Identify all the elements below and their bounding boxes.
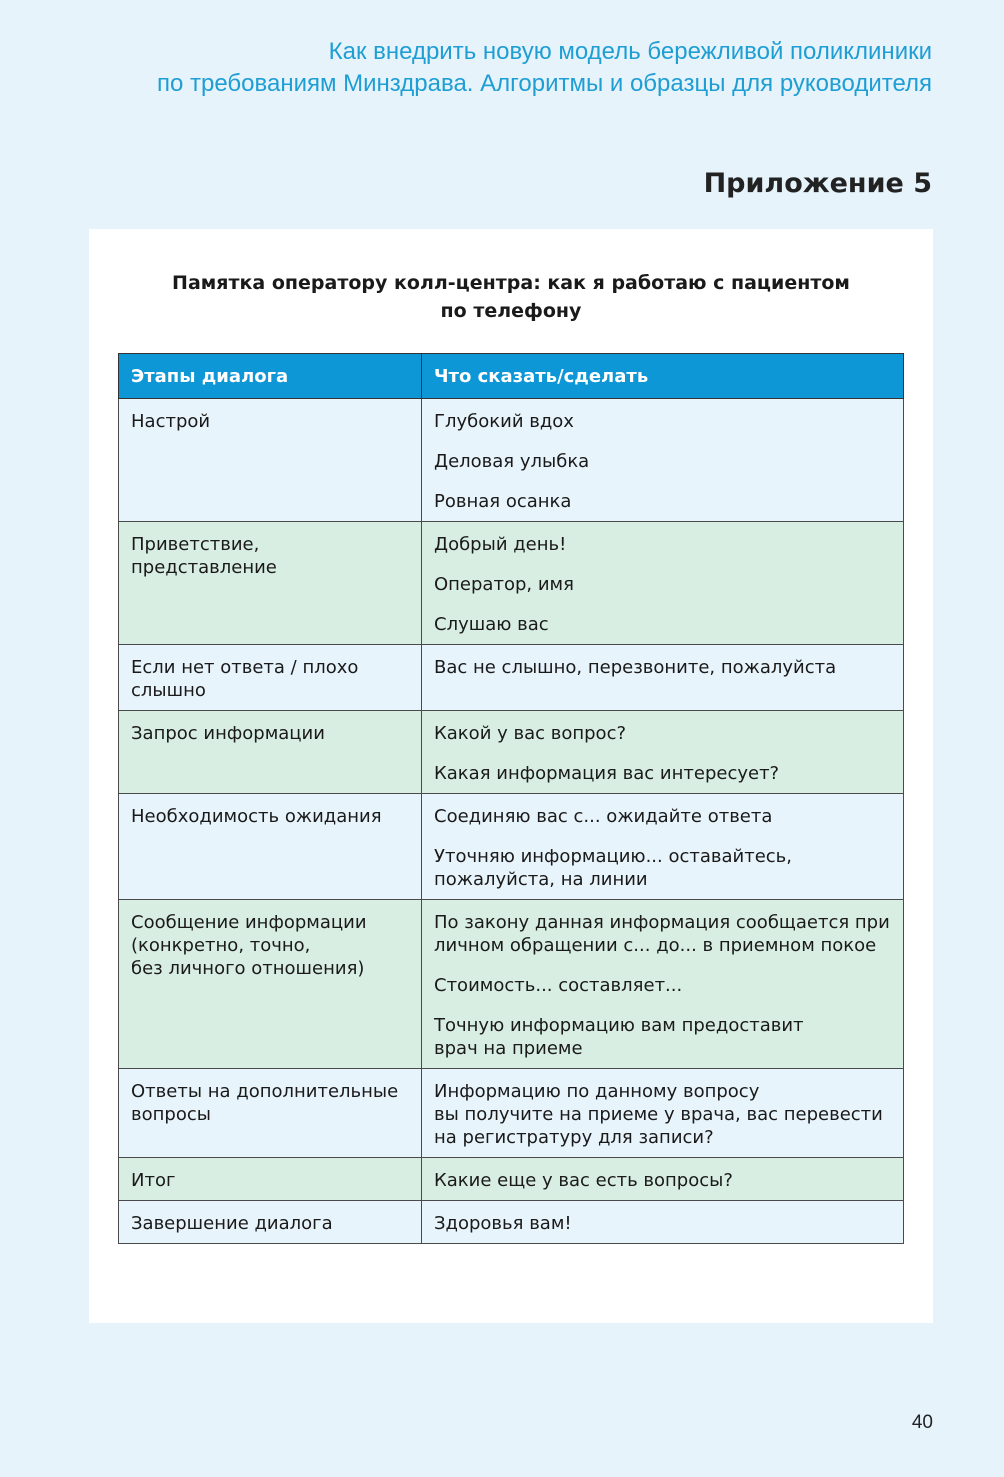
stage-cell: Завершение диалога bbox=[119, 1201, 422, 1244]
phrase: Слушаю вас bbox=[434, 614, 549, 635]
memo-card bbox=[89, 229, 933, 1323]
action-cell bbox=[422, 711, 904, 794]
phrase: Соединяю вас с... ожидайте ответа bbox=[434, 806, 773, 827]
action-cell bbox=[422, 900, 904, 1069]
column-header-action: Что сказать/сделать bbox=[422, 354, 904, 399]
appendix-heading: Приложение 5 bbox=[703, 168, 932, 199]
stage-cell: Запрос информации bbox=[119, 711, 422, 794]
table-row bbox=[119, 399, 904, 522]
phrase: Деловая улыбка bbox=[434, 451, 590, 472]
phrase: По закону данная информация сообщается при личном обращении с... до... в приемном покое bbox=[434, 912, 890, 956]
action-cell bbox=[422, 522, 904, 645]
stage-cell: Настрой bbox=[119, 399, 422, 522]
table-row bbox=[119, 794, 904, 900]
stage-cell: Необходимость ожидания bbox=[119, 794, 422, 900]
table-header-row bbox=[119, 354, 904, 399]
memo-title bbox=[89, 269, 933, 325]
table-row bbox=[119, 645, 904, 711]
table-row bbox=[119, 1201, 904, 1244]
phrase: Какой у вас вопрос? bbox=[434, 723, 627, 744]
table-row bbox=[119, 711, 904, 794]
phrase: Какие еще у вас есть вопросы? bbox=[434, 1170, 733, 1191]
phrase: Стоимость... составляет... bbox=[434, 975, 683, 996]
action-cell bbox=[422, 399, 904, 522]
action-cell bbox=[422, 1069, 904, 1158]
phrase: Ровная осанка bbox=[434, 491, 572, 512]
stage-cell: Если нет ответа / плохо слышно bbox=[119, 645, 422, 711]
book-title-line-1: Как внедрить новую модель бережливой поликлиники bbox=[328, 38, 932, 65]
stage-cell: Ответы на дополнительные вопросы bbox=[119, 1069, 422, 1158]
memo-title-line-1: Памятка оператору колл-центра: как я работаю с пациентом bbox=[172, 272, 850, 294]
phrase: Информацию по данному вопросу вы получите на приеме у врача, вас перевести на регистратуру для записи? bbox=[434, 1081, 883, 1148]
phrase: Уточняю информацию... оставайтесь, пожалуйста, на линии bbox=[434, 846, 793, 890]
action-cell bbox=[422, 1201, 904, 1244]
action-cell bbox=[422, 645, 904, 711]
phrase: Оператор, имя bbox=[434, 574, 574, 595]
page-number: 40 bbox=[911, 1412, 933, 1433]
stage-cell: Сообщение информации (конкретно, точно, без личного отношения) bbox=[119, 900, 422, 1069]
memo-title-line-2: по телефону bbox=[440, 300, 582, 322]
book-title bbox=[72, 36, 932, 100]
dialog-table bbox=[118, 353, 904, 1244]
phrase: Добрый день! bbox=[434, 534, 567, 555]
table-row bbox=[119, 522, 904, 645]
column-header-stage: Этапы диалога bbox=[119, 354, 422, 399]
table-row bbox=[119, 900, 904, 1069]
table-row bbox=[119, 1069, 904, 1158]
action-cell bbox=[422, 1158, 904, 1201]
phrase: Вас не слышно, перезвоните, пожалуйста bbox=[434, 657, 837, 678]
table-row bbox=[119, 1158, 904, 1201]
phrase: Точную информацию вам предоставит врач на приеме bbox=[434, 1015, 804, 1059]
phrase: Глубокий вдох bbox=[434, 411, 574, 432]
action-cell bbox=[422, 794, 904, 900]
stage-cell: Приветствие, представление bbox=[119, 522, 422, 645]
phrase: Какая информация вас интересует? bbox=[434, 763, 780, 784]
stage-cell: Итог bbox=[119, 1158, 422, 1201]
book-title-line-2: по требованиям Минздрава. Алгоритмы и образцы для руководителя bbox=[156, 70, 932, 97]
phrase: Здоровья вам! bbox=[434, 1213, 572, 1234]
